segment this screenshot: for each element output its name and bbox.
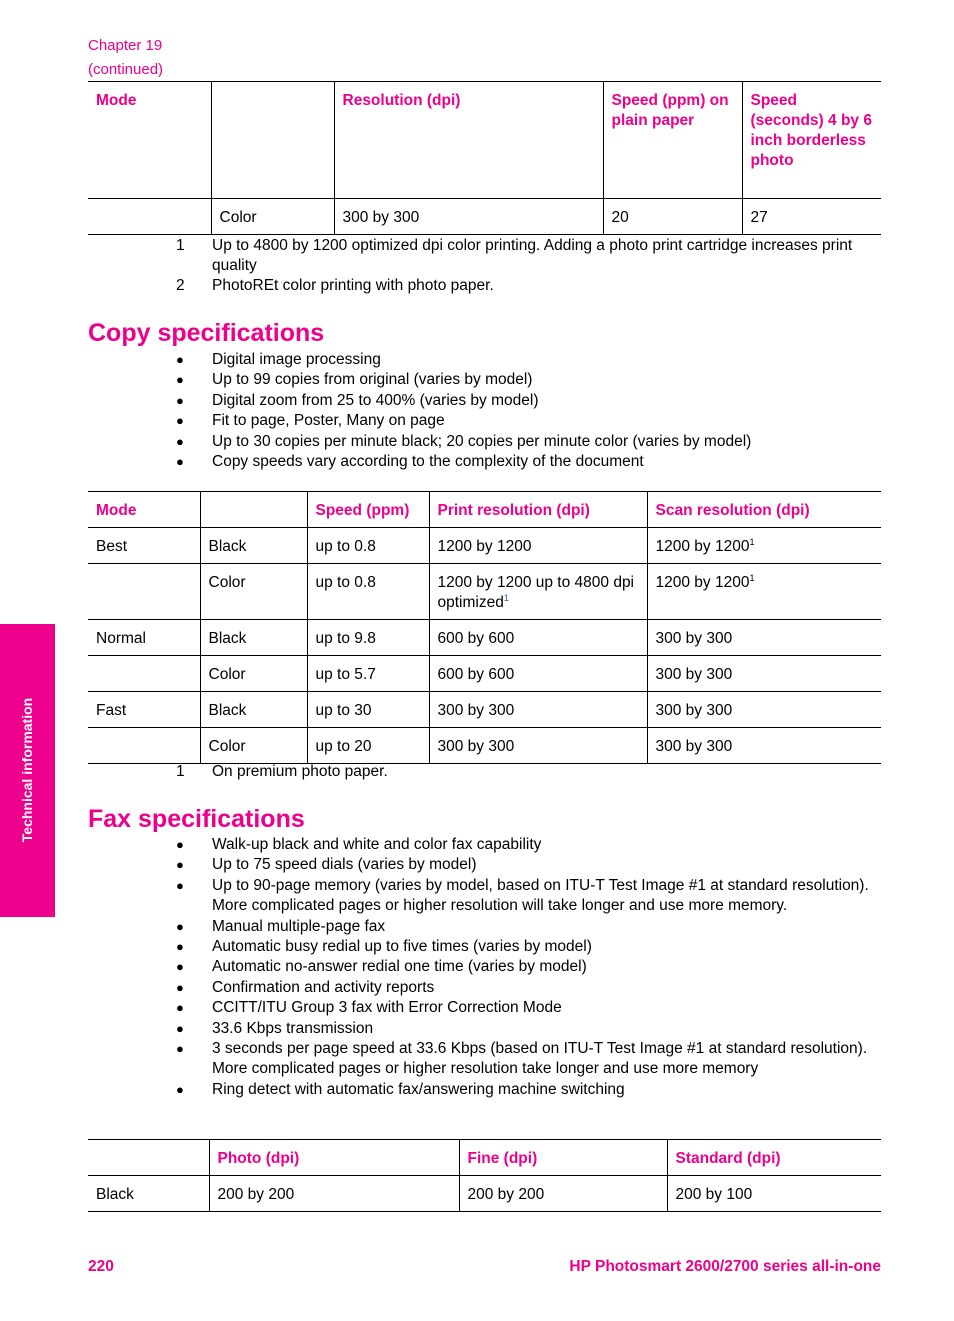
table-header-row — [88, 492, 881, 528]
fax-spec-table — [88, 1139, 881, 1212]
table-row — [88, 528, 881, 564]
footnote-text: Up to 4800 by 1200 optimized dpi color printing. Adding a photo print cartridge increases print quality — [212, 237, 853, 274]
bullet-icon: ● — [176, 959, 184, 975]
footnote-ref[interactable]: 1 — [503, 593, 509, 603]
table-row — [88, 564, 881, 620]
table-header-cell: Speed (ppm) on plain paper — [603, 82, 742, 199]
table-row — [88, 199, 881, 235]
fax-specifications-heading: Fax specifications — [88, 805, 305, 833]
list-item — [88, 835, 881, 855]
cell-text: 1200 by 1200 — [655, 574, 750, 591]
cell-text: 1200 by 1200 up to 4800 dpi optimized — [437, 574, 635, 611]
list-item-text: 33.6 Kbps transmission — [212, 1019, 374, 1037]
list-item-text: Up to 90-page memory (varies by model, based on ITU-T Test Image #1 at standard resolution). More complicated pages or higher resolution will take longer and use more memory. — [212, 876, 869, 915]
table-header-cell: Speed (seconds) 4 by 6 inch borderless photo — [742, 82, 881, 199]
table-cell: up to 9.8 — [307, 620, 429, 656]
bullet-icon: ● — [176, 877, 184, 893]
copy-bullet-list — [88, 350, 881, 472]
list-item-text: Walk-up black and white and color fax capability — [212, 836, 542, 853]
list-item — [88, 411, 881, 431]
table-cell: Color — [200, 656, 307, 692]
table-cell: Normal — [88, 620, 200, 656]
table-cell: 300 by 300 — [647, 692, 881, 728]
table-cell: 300 by 300 — [429, 728, 647, 764]
bullet-icon: ● — [176, 1000, 184, 1016]
cell-text: 1200 by 1200 — [437, 538, 532, 555]
table-cell: up to 30 — [307, 692, 429, 728]
footnote-number: 1 — [176, 237, 185, 254]
list-item-text: Copy speeds vary according to the complexity of the document — [212, 453, 644, 471]
list-item — [88, 452, 881, 472]
table-header-row — [88, 1140, 881, 1176]
bullet-icon: ● — [176, 392, 184, 408]
list-item-text: Up to 30 copies per minute black; 20 copies per minute color (varies by model) — [212, 432, 752, 450]
product-name: HP Photosmart 2600/2700 series all-in-one — [569, 1258, 881, 1275]
footnote-number: 2 — [176, 277, 185, 294]
table-cell — [429, 528, 647, 564]
side-tab-label: Technical information — [19, 697, 35, 843]
table-header-cell: Resolution (dpi) — [334, 82, 603, 199]
copy-footnotes — [88, 762, 881, 782]
table-cell: 200 by 200 — [209, 1176, 459, 1212]
table-cell: 200 by 100 — [667, 1176, 881, 1212]
table-cell: Color — [200, 564, 307, 620]
table-header-cell: Speed (ppm) — [307, 492, 429, 528]
table-cell: 200 by 200 — [459, 1176, 667, 1212]
list-item — [88, 957, 881, 977]
footnote-text: PhotoREt color printing with photo paper. — [212, 277, 494, 294]
table-cell: Black — [200, 692, 307, 728]
table-cell: 600 by 600 — [429, 656, 647, 692]
table-cell: Fast — [88, 692, 200, 728]
table-header-cell: Print resolution (dpi) — [429, 492, 647, 528]
list-item — [88, 1080, 881, 1100]
table-header-cell: Mode — [88, 82, 211, 199]
table-cell: 300 by 300 — [647, 620, 881, 656]
list-item-text: CCITT/ITU Group 3 fax with Error Correction Mode — [212, 999, 562, 1017]
table-cell: 600 by 600 — [429, 620, 647, 656]
bullet-icon: ● — [176, 979, 184, 995]
bullet-icon: ● — [176, 433, 184, 449]
footnote — [88, 276, 881, 296]
list-item-text: Up to 99 copies from original (varies by model) — [212, 371, 533, 389]
table-cell: Color — [211, 199, 334, 235]
table-header-cell: Photo (dpi) — [209, 1140, 459, 1176]
bullet-icon: ● — [176, 1041, 184, 1057]
list-item-text: Confirmation and activity reports — [212, 978, 435, 996]
table-header-cell: Standard (dpi) — [667, 1140, 881, 1176]
table-header-cell — [88, 1140, 209, 1176]
bullet-icon: ● — [176, 918, 184, 934]
cell-text: 1200 by 1200 — [655, 538, 750, 555]
list-item — [88, 937, 881, 957]
list-item-text: Automatic no-answer redial one time (varies by model) — [212, 958, 587, 976]
list-item-text: Ring detect with automatic fax/answering machine switching — [212, 1080, 625, 1098]
print-spec-table — [88, 81, 881, 235]
print-footnotes — [88, 236, 881, 296]
list-item-text: Digital image processing — [212, 351, 381, 368]
table-header-row — [88, 82, 881, 199]
page-number: 220 — [88, 1258, 114, 1275]
bullet-icon: ● — [176, 1081, 184, 1097]
footnote-ref: 1 — [749, 537, 755, 547]
continued-label: (continued) — [88, 61, 164, 78]
bullet-icon: ● — [176, 352, 184, 367]
bullet-icon: ● — [176, 454, 184, 470]
list-item — [88, 1039, 881, 1080]
table-cell: Black — [200, 620, 307, 656]
copy-spec-table — [88, 491, 881, 764]
table-cell: up to 0.8 — [307, 528, 429, 564]
table-cell — [88, 564, 200, 620]
table-row — [88, 620, 881, 656]
bullet-icon: ● — [176, 372, 184, 388]
table-cell: up to 20 — [307, 728, 429, 764]
list-item — [88, 917, 881, 937]
table-cell: up to 5.7 — [307, 656, 429, 692]
bullet-icon: ● — [176, 939, 184, 955]
footnote-ref: 1 — [749, 573, 755, 583]
table-cell — [647, 528, 881, 564]
table-cell: 300 by 300 — [647, 728, 881, 764]
list-item — [88, 978, 881, 998]
table-row — [88, 1176, 881, 1212]
bullet-icon: ● — [176, 837, 184, 852]
table-cell: up to 0.8 — [307, 564, 429, 620]
list-item — [88, 998, 881, 1018]
table-cell — [88, 199, 211, 235]
list-item-text: Manual multiple-page fax — [212, 917, 386, 935]
footnote — [88, 762, 881, 782]
table-header-cell: Mode — [88, 492, 200, 528]
table-cell: 300 by 300 — [647, 656, 881, 692]
table-row — [88, 692, 881, 728]
fax-bullet-list — [88, 835, 881, 1100]
bullet-icon: ● — [176, 857, 184, 873]
list-item — [88, 391, 881, 411]
bullet-icon: ● — [176, 1020, 184, 1036]
list-item-text: 3 seconds per page speed at 33.6 Kbps (based on ITU-T Test Image #1 at standard resolution). More complicated pages or higher resolution take longer and use more memory — [212, 1040, 868, 1078]
list-item — [88, 370, 881, 390]
table-cell — [88, 728, 200, 764]
table-row — [88, 728, 881, 764]
table-cell: 20 — [603, 199, 742, 235]
list-item-text: Up to 75 speed dials (varies by model) — [212, 856, 477, 874]
footnote-number: 1 — [176, 763, 185, 780]
table-cell: Black — [200, 528, 307, 564]
copy-specifications-heading: Copy specifications — [88, 319, 325, 347]
table-cell — [88, 656, 200, 692]
table-header-cell: Scan resolution (dpi) — [647, 492, 881, 528]
table-cell — [429, 564, 647, 620]
table-cell: Black — [88, 1176, 209, 1212]
table-cell: 300 by 300 — [334, 199, 603, 235]
table-header-cell — [200, 492, 307, 528]
list-item-text: Fit to page, Poster, Many on page — [212, 412, 445, 430]
list-item — [88, 855, 881, 875]
list-item — [88, 350, 881, 370]
table-cell: 300 by 300 — [429, 692, 647, 728]
bullet-icon: ● — [176, 413, 184, 429]
table-row — [88, 656, 881, 692]
table-cell — [647, 564, 881, 620]
chapter-label: Chapter 19 — [88, 37, 163, 54]
table-header-cell — [211, 82, 334, 199]
footnote-text: On premium photo paper. — [212, 763, 388, 780]
list-item-text: Automatic busy redial up to five times (varies by model) — [212, 938, 592, 956]
footnote — [88, 236, 881, 276]
table-cell: 27 — [742, 199, 881, 235]
table-cell: Color — [200, 728, 307, 764]
side-tab[interactable] — [0, 624, 55, 917]
list-item — [88, 876, 881, 917]
table-header-cell: Fine (dpi) — [459, 1140, 667, 1176]
table-cell: Best — [88, 528, 200, 564]
list-item-text: Digital zoom from 25 to 400% (varies by model) — [212, 391, 539, 409]
list-item — [88, 432, 881, 452]
list-item — [88, 1019, 881, 1039]
